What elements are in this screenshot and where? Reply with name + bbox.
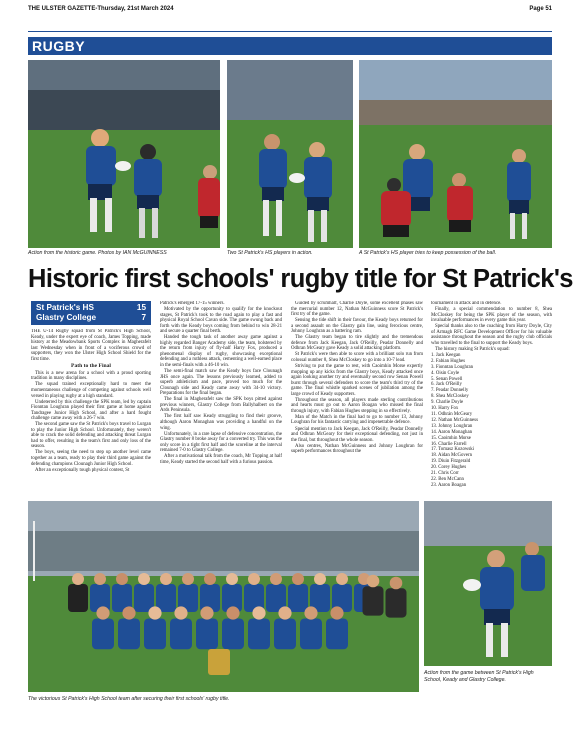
photo-action-2: [227, 60, 353, 248]
article-paragraph: Patrick's emerged 17-15 winners.: [160, 301, 225, 306]
squad-list-item: 19. Diuin Fitzgerald: [431, 459, 471, 465]
subheading: Path to the Final: [71, 363, 111, 370]
squad-list-item: 1. Jack Keegan: [431, 352, 461, 358]
article-paragraph: St Patrick's were then able to score with a brilliant solo run from colossal number 8, Shea McCloskey to go into a 10-7 lead.: [291, 352, 423, 363]
squad-list: [431, 353, 552, 489]
squad-list-item: 11. Odhrán McGeary: [431, 411, 473, 417]
score-away: 7: [141, 313, 146, 322]
squad-list-item: 8. Shea McCloskey: [431, 394, 469, 400]
squad-list-item: 16. Charlie Farrell: [431, 441, 467, 447]
team-home: St Patrick's HS: [36, 303, 94, 312]
article-column-1: [31, 329, 151, 497]
score-row-away: [36, 313, 146, 323]
squad-list-item: 15. Caoimhin Morse: [431, 435, 471, 441]
photo-caption-2: Two St Patrick's HS players in action.: [227, 250, 313, 256]
article-paragraph: Throughout the season, all players made sterling contributions and hearts must go out to Aaron Boagan who missed the final through injury, with Fabian Hughes stepping in so effectively.: [291, 397, 423, 414]
photo-action-4: [424, 501, 552, 666]
squad-list-item: 9. Charlie Doyle: [431, 400, 464, 406]
article-paragraph: The first half saw Keady struggling to find their groove, although Aaron Monaghan was providing a handful on the wing.: [160, 414, 282, 431]
article-paragraph: The boys, seeing the need to step up another level came together as a team, ready to play their third game against the defending champions Clounagh Junior High School.: [31, 450, 151, 467]
article-paragraph: Special mention to Jack Keegan, Jack O'Reilly, Peadar Donnelly and Odhran McGeary for their exceptional defending, not just in the final, but throughout the whole season.: [291, 426, 423, 443]
article-paragraph: Unfortunately, in a rare lapse of defensive concentration, the Glastry number 8 broke away for a converted try. This was the only score in a tight first half and the scoreline at the interval remained 7-0 to Glastry College.: [160, 431, 282, 454]
squad-list-item: 12. Nathan McGuinness: [431, 417, 478, 423]
article-paragraph: The second game saw the St Patrick's boys travel to Lurgan to play the Junior High School. Unfortunately, they weren't able to crack the solid defending and attacking threat Lurgan had to offer, resulting in the team's first and only loss of the season.: [31, 422, 151, 450]
article-paragraph: tournament in attack and in defence.: [431, 301, 502, 306]
article-paragraph: After an exceptionally tough physical contest, St: [35, 467, 130, 473]
photo-caption-4: The victorious St Patrick's High School team after securing their first schools' rugby title.: [28, 696, 230, 702]
squad-list-item: 2. Fabian Hughes: [431, 358, 466, 364]
article-paragraph: THE U-14 Rugby squad from St Patrick's High School, Keady, under the expert eye of coach, James Topping, made history at the Meadowbank Sports Complex in Magherafelt last Wednesday when in front of a vociferous crowd of supporters, they won the Ulster High School Shield for the first time.: [31, 329, 151, 362]
squad-list-item: 20. Corey Hughes: [431, 465, 467, 471]
section-title: RUGBY: [28, 37, 552, 55]
score-row-home: [36, 303, 146, 313]
squad-list-item: 7. Peadar Donnelly: [431, 388, 469, 394]
squad-list-item: 3. Fionntan Loughran: [431, 364, 474, 370]
article-paragraph: Handed the tough task of another away game against a highly regarded Banger Academy side, the team, bolstered by the return from injury of fly-half Harry Fox, produced a phenomenal display of rugby, showcasing exceptional defending and a ruthless attack, cementing a well-earned place in the semi-finals with a 46-10 win.: [160, 335, 282, 369]
photo-caption-5: Action from the game between St Patrick's High School, Keady and Glastry College.: [424, 670, 534, 683]
team-away: Glastry College: [36, 313, 97, 322]
article-paragraph: The semi-final match saw the Keady boys face Clounagh JHS once again. The lessons previously learned, added to superb athleticism and pace, proved too much for the Clounagh side and Keady came away with 34-10 victory. Preparations for the final began.: [160, 369, 282, 397]
squad-heading: The history making St Patrick's squad:: [435, 346, 510, 352]
article-paragraph: Striving to put the game to rest, with Caoimhin Morse expertly mopping up any kicks from the Glastry boys, Keady attacked once again looking another try and eventually second row Senan Powell burst through several defenders to score the team's third try of the game. The final whistle sparked scenes of jubilation among the large crowd of Keady supporters.: [291, 364, 423, 397]
squad-list-item: 6. Jack O'Reilly: [431, 382, 462, 388]
article-paragraph: Also centres, Nathan McGuinness and Johnny Loughran for superb performances throughout the: [291, 443, 423, 455]
photo-action-1: [28, 60, 220, 248]
photo-caption-3: A St Patrick's HS player tries to keep possession of the ball.: [359, 250, 497, 256]
squad-list-item: 10. Harry Fox: [431, 406, 459, 412]
article-paragraph: Guided by scrumhalf, Charlie Doyle, some excellent phases saw the mercurial number 12, Nathan McGuinness score St Patrick's first try of the game.: [291, 301, 423, 318]
article-paragraph: The final in Magherafelt saw the SPK boys pitted against previous winners, Glastry College from Ballyhalbert on the Ards Peninsula.: [160, 397, 282, 414]
article-paragraph: Sensing the tide shift in their favour, the Keady boys returned for a second assault on the Glastry gain line, using ferocious centre, Johnny Loughran as a battering ram.: [291, 318, 423, 335]
squad-list-item: 21. Chris Corr: [431, 471, 459, 477]
headline: Historic first schools' rugby title for St Patrick's: [28, 265, 573, 293]
article-paragraph: Finally, a special commendation to number 8, Shea McCloskey for being the SPK player of the season, with invaluable performances in every game this year.: [431, 307, 552, 324]
masthead: [28, 4, 552, 14]
squad-list-item: 13. Johnny Loughran: [431, 423, 473, 429]
article-paragraph: After a motivational talk from the coach, Mr Topping at half time, Keady started the second half with a furious passion.: [160, 454, 282, 465]
article-column-4: [431, 301, 552, 497]
photo-team: [28, 501, 419, 692]
squad-list-item: 5. Senan Powell: [431, 376, 463, 382]
page-number: Page 51: [529, 6, 552, 12]
masthead-title: THE ULSTER GAZETTE-Thursday, 21st March 2024: [28, 6, 174, 12]
score-home: 15: [136, 303, 146, 312]
article-paragraph: Man of the Match in the final had to go to number 13, Johnny Loughran for his fantastic carrying and impenetrable defence.: [291, 414, 423, 426]
article-paragraph: Special thanks also to the coaching from Harry Doyle, City of Armagh RFC Game Development Officer for his valuable assistance throughout the season and the rugby club officials who travelled to the final to support the Keady boys.: [431, 324, 552, 346]
article-paragraph: Motivated by the opportunity to qualify for the knockout stages, St Patrick's took to the road again to play a fast and physical Royal School Cavan side. The game swung back and forth with the Keady boys coming from behind to win 28-21 and secure a quarter final berth.: [160, 307, 282, 335]
article-column-3: [291, 301, 423, 497]
score-box: [31, 301, 151, 325]
squad-list-item: 22. Ben McCann: [431, 476, 464, 482]
article-paragraph: This is a new arena for a school with a proud sporting tradition in many disciplines.: [31, 370, 151, 382]
squad-list-item: 17. Tomasz Kozowski: [431, 447, 475, 453]
article-paragraph: The Glastry team began to tire slightly and the tremendous defence from Jack Keegan, Jack O'Reilly, Peadar Donnelly and Odhran McGeary gave Keady a solid attacking platform.: [291, 335, 423, 352]
article-column-2: [160, 301, 282, 497]
photo-caption-1: Action from the historic game. Photos by IAN McGUINNESS: [28, 250, 167, 256]
article-paragraph: The squad trained exceptionally hard to meet the momentaneous challenge of competing against schools well versed in playing rugby at a high standard.: [31, 382, 151, 399]
squad-list-item: 4. Oisin Coyle: [431, 370, 460, 376]
squad-list-item: 14. Aaron Monaghan: [431, 429, 473, 435]
article-paragraph: Undeterred by this challenge the SPK team, led by captain Fionntan Loughran played their first game at home against Tandragee Junior High School, and after a hard fought challenge came away with a 26-7 win.: [31, 399, 151, 422]
masthead-rule: [28, 31, 552, 32]
squad-list-item: 23. Aaron Boagan: [431, 482, 467, 488]
squad-list-item: 18. Aidan McGovern: [431, 453, 473, 459]
photo-action-3: [359, 60, 552, 248]
